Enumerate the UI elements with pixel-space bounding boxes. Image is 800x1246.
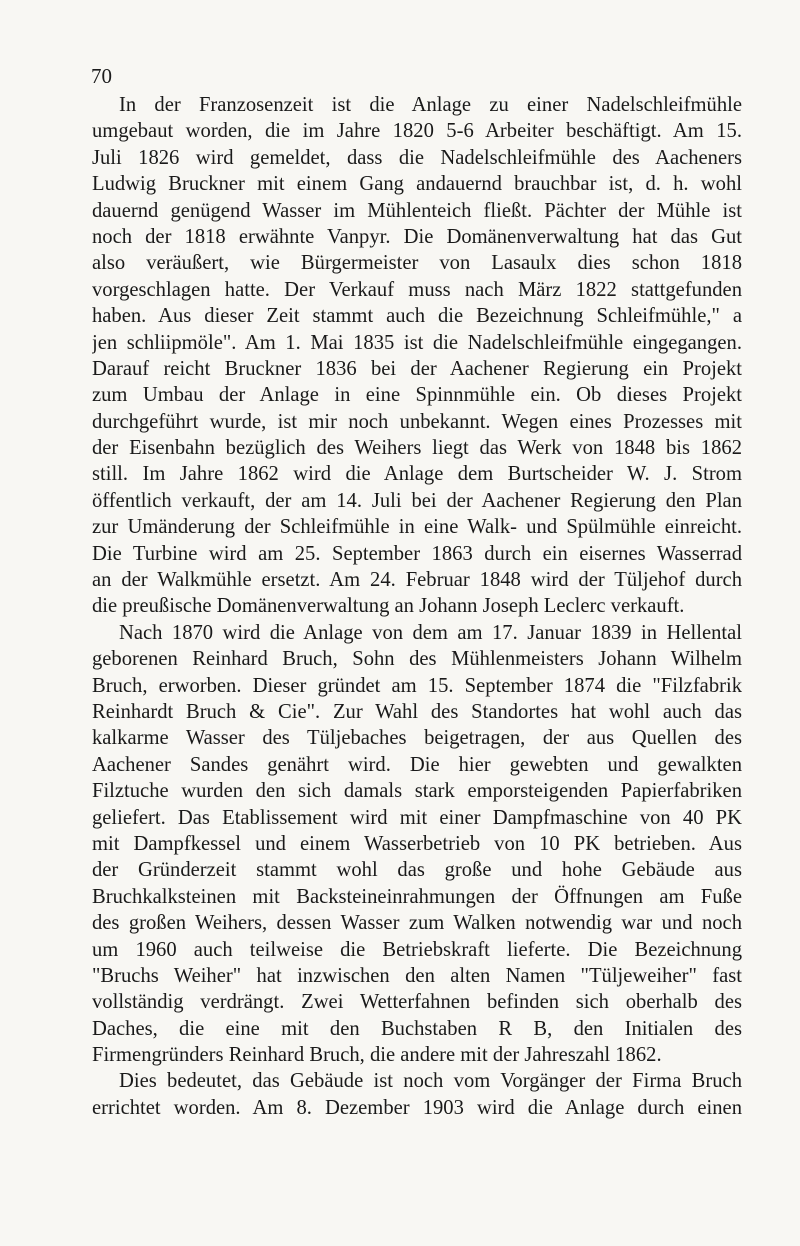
text-line: zur Umänderung der Schleifmühle in eine Walk- und Spülmühle einreicht.	[92, 516, 742, 539]
text-line: umgebaut worden, die im Jahre 1820 5-6 Arbeiter beschäftigt. Am 15.	[92, 120, 742, 143]
text-line: Filztuche wurden den sich damals stark emporsteigenden Papierfabriken	[92, 780, 742, 803]
page-number: 70	[91, 64, 112, 88]
text-line: Nach 1870 wird die Anlage von dem am 17. Januar 1839 in Hellental	[119, 621, 742, 644]
text-line: um 1960 auch teilweise die Betriebskraft lieferte. Die Bezeichnung	[92, 938, 742, 961]
text-line: Bruch, erworben. Dieser gründet am 15. September 1874 die "Filzfabrik	[92, 674, 742, 697]
text-line: durchgeführt wurde, ist mir noch unbekannt. Wegen eines Prozesses mit	[92, 410, 742, 433]
text-line: also veräußert, wie Bürgermeister von Lasaulx dies schon 1818	[92, 252, 742, 275]
text-line: vorgeschlagen hatte. Der Verkauf muss nach März 1822 stattgefunden	[92, 278, 742, 301]
text-line: dauernd genügend Wasser im Mühlenteich fließt. Pächter der Mühle ist	[92, 199, 742, 222]
text-line: öffentlich verkauft, der am 14. Juli bei der Aachener Regierung den Plan	[92, 489, 742, 512]
text-line: Dies bedeutet, das Gebäude ist noch vom Vorgänger der Firma Bruch	[119, 1070, 742, 1093]
text-line: mit Dampfkessel und einem Wasserbetrieb von 10 PK betrieben. Aus	[92, 832, 742, 855]
text-line: die preußische Domänenverwaltung an Johann Joseph Leclerc verkauft.	[92, 595, 685, 618]
text-line: In der Franzosenzeit ist die Anlage zu einer Nadelschleifmühle	[119, 94, 742, 116]
text-line: errichtet worden. Am 8. Dezember 1903 wird die Anlage durch einen	[92, 1096, 742, 1119]
text-line: der Gründerzeit stammt wohl das große und hohe Gebäude aus	[92, 859, 742, 882]
text-line: Daches, die eine mit den Buchstaben R B, den Initialen des	[92, 1017, 742, 1040]
text-line: an der Walkmühle ersetzt. Am 24. Februar 1848 wird der Tüljehof durch	[92, 569, 742, 592]
text-line: vollständig verdrängt. Zwei Wetterfahnen befinden sich oberhalb des	[92, 991, 742, 1014]
text-line: jen schliipmöle". Am 1. Mai 1835 ist die Nadelschleifmühle eingegangen.	[92, 331, 742, 354]
text-line: Ludwig Bruckner mit einem Gang andauernd brauchbar ist, d. h. wohl	[92, 173, 742, 196]
text-line: Juli 1826 wird gemeldet, dass die Nadelschleifmühle des Aacheners	[92, 146, 742, 169]
text-line: "Bruchs Weiher" hat inzwischen den alten Namen "Tüljeweiher" fast	[92, 964, 742, 987]
text-line: geborenen Reinhard Bruch, Sohn des Mühlenmeisters Johann Wilhelm	[92, 648, 742, 671]
text-line: haben. Aus dieser Zeit stammt auch die Bezeichnung Schleifmühle," a	[92, 305, 742, 328]
text-line: Darauf reicht Bruckner 1836 bei der Aachener Regierung ein Projekt	[92, 357, 742, 380]
text-line: der Eisenbahn bezüglich des Weihers liegt das Werk von 1848 bis 1862	[92, 437, 742, 460]
text-line: zum Umbau der Anlage in eine Spinnmühle ein. Ob dieses Projekt	[92, 384, 742, 407]
text-line: Die Turbine wird am 25. September 1863 durch ein eisernes Wasserrad	[92, 542, 742, 565]
text-line: Aachener Sandes genährt wird. Die hier gewebten und gewalkten	[92, 753, 742, 776]
text-line: kalkarme Wasser des Tüljebaches beigetragen, der aus Quellen des	[92, 727, 742, 750]
text-line: des großen Weihers, dessen Wasser zum Walken notwendig war und noch	[92, 912, 742, 935]
text-line: Reinhardt Bruch & Cie". Zur Wahl des Standortes hat wohl auch das	[92, 700, 742, 723]
body-text	[92, 92, 742, 1121]
text-line: still. Im Jahre 1862 wird die Anlage dem Burtscheider W. J. Strom	[92, 463, 742, 486]
text-line: Firmengründers Reinhard Bruch, die andere mit der Jahreszahl 1862.	[92, 1044, 662, 1067]
text-line: geliefert. Das Etablissement wird mit einer Dampfmaschine von 40 PK	[92, 806, 742, 829]
text-line: noch der 1818 erwähnte Vanpyr. Die Domänenverwaltung hat das Gut	[92, 225, 742, 248]
text-line: Bruchkalksteinen mit Backsteineinrahmungen der Öffnungen am Fuße	[92, 885, 742, 908]
